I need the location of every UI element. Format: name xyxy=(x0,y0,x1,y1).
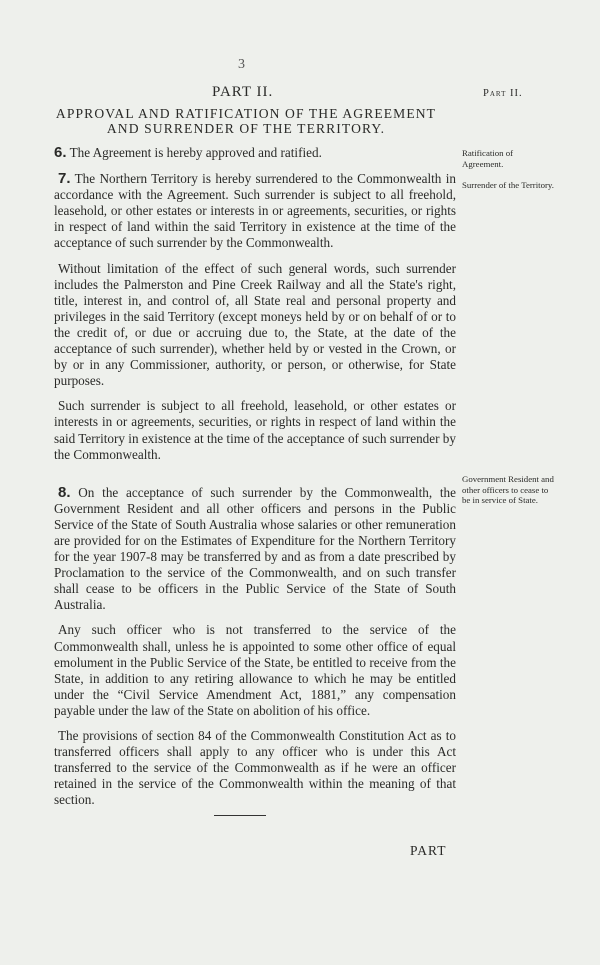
section-heading xyxy=(36,106,456,136)
margin-note-ratification: Ratification of Agreement. xyxy=(462,148,514,169)
part-heading: PART II. xyxy=(212,84,274,100)
divider-rule xyxy=(214,815,266,816)
paragraph: Any such officer who is not transferred to the service of the Commonwealth shall, unless he is appointed to some other office of equal emolument in the Public Service of the State, be entitled to receive from the State, in addition to any retiring allowance to which he may be entitled under the “Civil Service Amendment Act, 1881,” any compensation payable under the law of the State on abolition of his office. xyxy=(54,622,456,718)
section-number: 7. xyxy=(58,170,71,188)
body-text xyxy=(54,145,456,817)
section-number: 6. xyxy=(54,144,67,161)
section-text: On the acceptance of such surrender by the Commonwealth, the Government Resident and all other officers and persons in the Public Service of the State of South Australia whose salaries or other remuneration are provided for on the Estimates of Expenditure for the Northern Territory for the year 1907-8 may be transferred by and as from a date prescribed by Proclamation to the service of the Commonwealth, and on such transfer shall cease to be officers in the Public Service of the State of South Australia. xyxy=(54,484,457,613)
page-number: 3 xyxy=(238,57,245,72)
section-6 xyxy=(54,145,456,161)
section-text: The Agreement is hereby approved and ratified. xyxy=(69,145,322,160)
margin-note-surrender: Surrender of the Territory. xyxy=(462,180,554,190)
paragraph: The provisions of section 84 of the Commonwealth Constitution Act as to transferred officers shall apply to any officer who is under this Act transferred to the service of the Commonwealth as if he were an officer retained in the service of the Commonwealth within the meaning of that section. xyxy=(54,728,456,808)
paragraph: Without limitation of the effect of such general words, such surrender includes the Palmerston and Pine Creek Railway and all the State's right, title, interest in, and control of, all State real and personal property and privileges in the said Territory (except moneys held by or on behalf of or to the credit of, or due or accruing due to, the State, at the date of the acceptance of such surrender), whether held by or vested in the Crown, or by or in any Commissioner, authority, or person, or otherwise, for State purposes. xyxy=(54,260,456,389)
section-7 xyxy=(54,171,456,251)
paragraph: Such surrender is subject to all freehold, leasehold, or other estates or interests in or agreements, securities, or rights in respect of land within the said Territory in existence at the time of the acceptance of such surrender by the Commonwealth. xyxy=(54,398,456,462)
section-8 xyxy=(54,485,456,614)
margin-note-government-resident: Government Resident and other officers to cease to be in service of State. xyxy=(462,474,554,505)
heading-line-2: AND SURRENDER OF THE TERRITORY. xyxy=(106,121,386,136)
section-text: The Northern Territory is hereby surrendered to the Commonwealth in accordance with the Agreement. Such surrender is subject to all freehold, leasehold, or other estates or interests in or agreements, securities, or rights in respect of land within the said Territory in existence at the time of the acceptance of such surrender by the Commonwealth. xyxy=(54,171,456,251)
section-number: 8. xyxy=(58,483,71,501)
part-margin-label: Part II. xyxy=(483,88,523,99)
catchword: PART xyxy=(410,843,447,858)
heading-line-1: APPROVAL AND RATIFICATION OF THE AGREEMENT xyxy=(55,106,437,121)
